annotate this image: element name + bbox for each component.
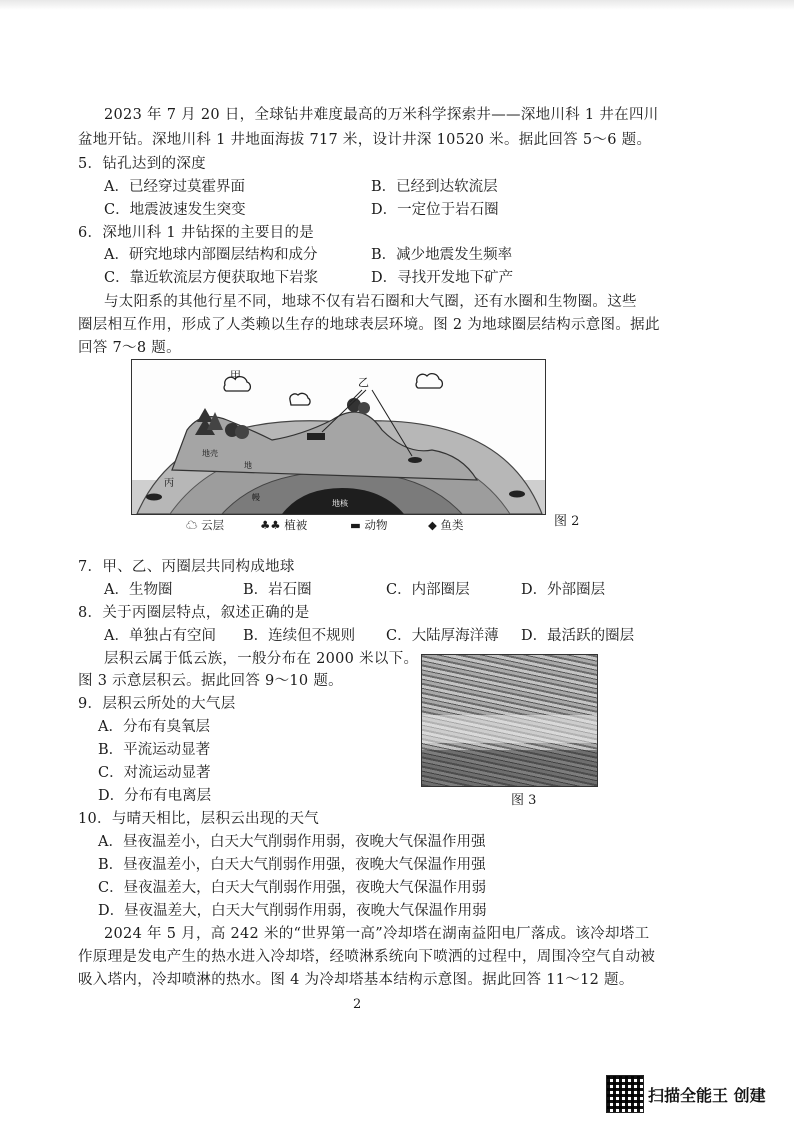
- label-mantle-1: 地: [244, 461, 252, 470]
- legend-animal: [350, 517, 388, 533]
- legend-cloud-label: 云层: [201, 518, 225, 532]
- label-core: 地核: [332, 499, 348, 508]
- figure-2-earth-spheres: [131, 359, 546, 515]
- q8-option-d: D．最活跃的圈层: [521, 628, 635, 644]
- fish-icon: [509, 491, 525, 498]
- legend-vegetation: [260, 517, 307, 533]
- earth-spheres-diagram: [132, 360, 545, 514]
- cloud-icon: [290, 393, 310, 405]
- tree-icon: [358, 402, 370, 414]
- intro1-line2: 盆地开钻。深地川科 1 井地面海拔 717 米，设计井深 10520 米。据此回答 5～6 题。: [78, 132, 652, 148]
- tree-icon: [235, 425, 249, 439]
- cloud-icon: [416, 374, 442, 388]
- scanner-watermark: 扫描全能王 创建: [648, 1086, 766, 1105]
- q7-option-b: B．岩石圈: [243, 582, 312, 598]
- q8-stem: 8．关于丙圈层特点，叙述正确的是: [78, 605, 310, 621]
- q9-stem: 9．层积云所处的大气层: [78, 696, 236, 712]
- intro3-line2: 图 3 示意层积云。据此回答 9～10 题。: [78, 673, 343, 689]
- q10-option-c: C．昼夜温差大，白天大气削弱作用强，夜晚大气保温作用弱: [98, 880, 487, 896]
- q6-option-c: C．靠近软流层方便获取地下岩浆: [104, 270, 319, 286]
- intro2-line1: 与太阳系的其他行星不同，地球不仅有岩石圈和大气圈，还有水圈和生物圈。这些: [104, 294, 637, 310]
- q6-stem: 6．深地川科 1 井钻探的主要目的是: [78, 225, 315, 241]
- cloud-icon: ☁: [186, 518, 198, 532]
- legend-cloud: [186, 517, 224, 533]
- label-bing: 丙: [164, 478, 174, 489]
- fish-icon: [146, 494, 162, 501]
- cloud-shadow: [422, 750, 597, 786]
- scan-edge: [0, 0, 794, 10]
- animal-icon: ▬: [350, 518, 361, 532]
- intro2-line2: 圈层相互作用，形成了人类赖以生存的地球表层环境。图 2 为地球圈层结构示意图。据此: [78, 317, 660, 333]
- intro3-line1: 层积云属于低云族，一般分布在 2000 米以下。: [104, 651, 419, 667]
- q6-option-b: B．减少地震发生频率: [371, 247, 513, 263]
- cloud-band: [422, 715, 597, 743]
- fish-icon: [408, 457, 422, 463]
- q10-stem: 10．与晴天相比，层积云出现的天气: [78, 811, 320, 827]
- q7-stem: 7．甲、乙、丙圈层共同构成地球: [78, 559, 295, 575]
- legend-animal-label: 动物: [364, 518, 388, 532]
- tree-icon: [197, 408, 213, 422]
- intro4-line1: 2024 年 5 月，高 242 米的“世界第一高”冷却塔在湖南益阳电厂落成。该冷却塔工: [104, 926, 650, 942]
- q8-option-c: C．大陆厚海洋薄: [386, 628, 499, 644]
- q6-option-d: D．寻找开发地下矿产: [371, 270, 514, 286]
- intro4-line2: 作原理是发电产生的热水进入冷却塔，经喷淋系统向下喷洒的过程中，周围冷空气自动被: [78, 949, 656, 965]
- tree-icon: ♣♣: [260, 518, 281, 532]
- figure-3-caption: 图 3: [511, 793, 537, 808]
- q8-option-a: A．单独占有空间: [104, 628, 216, 644]
- q9-option-c: C．对流运动显著: [98, 765, 211, 781]
- legend-fish: [428, 517, 464, 533]
- legend-fish-label: 鱼类: [440, 518, 464, 532]
- label-yi: 乙: [358, 376, 369, 389]
- q5-option-b: B．已经到达软流层: [371, 179, 498, 195]
- legend-veg-label: 植被: [284, 518, 308, 532]
- intro1-line1: 2023 年 7 月 20 日，全球钻井难度最高的万米科学探索井——深地川科 1 井在四川: [104, 107, 659, 123]
- label-jia: 甲: [230, 369, 241, 382]
- q7-option-a: A．生物圈: [104, 582, 173, 598]
- figure-2-caption: 图 2: [554, 514, 580, 529]
- q5-stem: 5．钻孔达到的深度: [78, 156, 206, 172]
- label-mantle-2: 幔: [252, 493, 260, 502]
- q9-option-b: B．平流运动显著: [98, 742, 211, 758]
- q5-option-c: C．地震波速发生突变: [104, 202, 246, 218]
- animal-icon: [307, 433, 325, 440]
- intro2-line3: 回答 7～8 题。: [78, 340, 181, 356]
- q10-option-a: A．昼夜温差小，白天大气削弱作用弱，夜晚大气保温作用强: [98, 834, 486, 850]
- q8-option-b: B．连续但不规则: [243, 628, 356, 644]
- intro4-line3: 吸入塔内，冷却喷淋的热水。图 4 为冷却塔基本结构示意图。据此回答 11～12 题。: [78, 972, 634, 988]
- q7-option-c: C．内部圈层: [386, 582, 470, 598]
- q7-option-d: D．外部圈层: [521, 582, 606, 598]
- label-crust: 地壳: [202, 449, 218, 458]
- qr-code-icon: [606, 1075, 644, 1113]
- q6-option-a: A．研究地球内部圈层结构和成分: [104, 247, 318, 263]
- fish-icon: ◆: [428, 518, 437, 532]
- figure-3-stratocumulus-photo: [421, 654, 598, 787]
- q9-option-a: A．分布有臭氧层: [98, 719, 210, 735]
- q5-option-d: D．一定位于岩石圈: [371, 202, 499, 218]
- q9-option-d: D．分布有电离层: [98, 788, 212, 804]
- q10-option-b: B．昼夜温差小，白天大气削弱作用强，夜晚大气保温作用强: [98, 857, 486, 873]
- q10-option-d: D．昼夜温差大，白天大气削弱作用弱，夜晚大气保温作用弱: [98, 903, 487, 919]
- q5-option-a: A．已经穿过莫霍界面: [104, 179, 245, 195]
- page-number: 2: [353, 997, 362, 1012]
